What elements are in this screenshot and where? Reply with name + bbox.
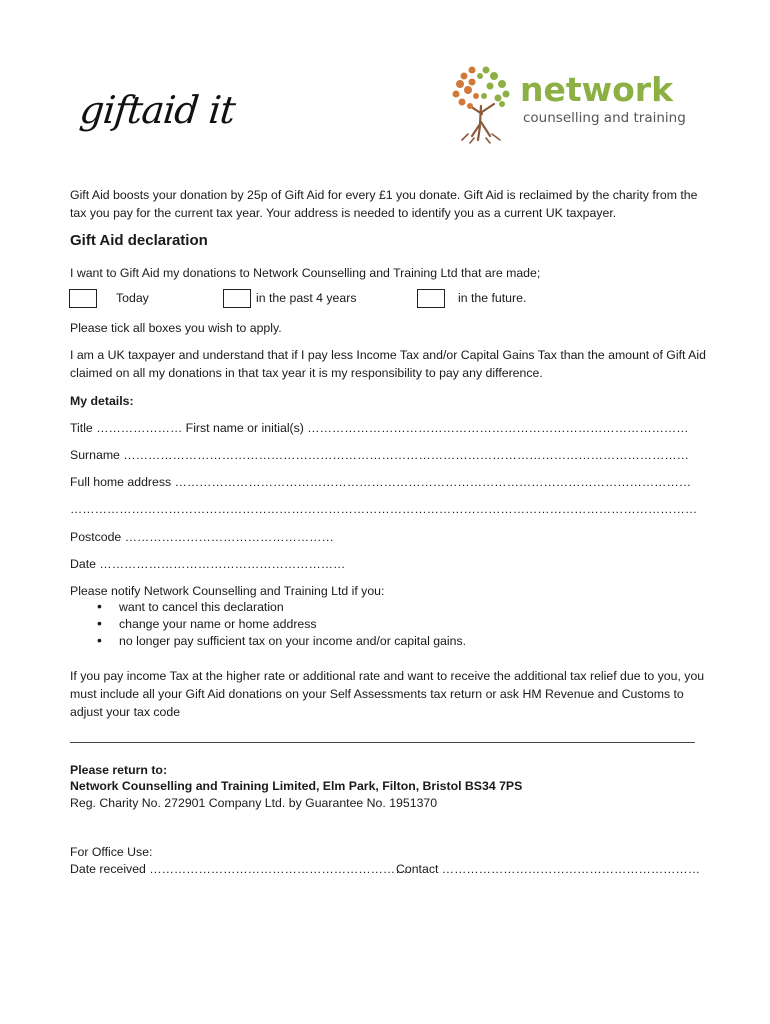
return-address: Network Counselling and Training Limited, Elm Park, Filton, Bristol BS34 7PS bbox=[70, 779, 523, 793]
divider bbox=[70, 742, 695, 743]
title-firstname-field[interactable]: Title ………………… First name or initial(s) ………………………………………………………………………………… bbox=[70, 421, 689, 435]
my-details-heading: My details: bbox=[70, 394, 134, 408]
surname-field[interactable]: Surname ………………………………………………………………………………………………………………………… bbox=[70, 448, 689, 462]
future-label: in the future. bbox=[458, 291, 527, 305]
past-4-years-checkbox[interactable] bbox=[223, 289, 251, 308]
office-use-label: For Office Use: bbox=[70, 845, 153, 859]
notify-intro: Please notify Network Counselling and Training Ltd if you: bbox=[70, 584, 385, 598]
date-received-field[interactable]: Date received ………………………………………………………. bbox=[70, 862, 411, 876]
declaration-statement: I want to Gift Aid my donations to Network Counselling and Training Ltd that are made; bbox=[70, 266, 541, 280]
address-field[interactable]: Full home address ……………………………………………………………………………………………………………… bbox=[70, 475, 692, 489]
list-item: • no longer pay sufficient tax on your income and/or capital gains. bbox=[97, 633, 466, 650]
tick-note: Please tick all boxes you wish to apply. bbox=[70, 321, 282, 335]
taxpayer-statement: I am a UK taxpayer and understand that if I pay less Income Tax and/or Capital Gains Tax than the amount of Gift Aid claimed on all my donations in that tax year it is my responsibility to pay any difference. bbox=[70, 348, 706, 380]
list-item: • want to cancel this declaration bbox=[97, 599, 466, 616]
contact-field[interactable]: Contact ……………………………………………………… bbox=[396, 862, 701, 876]
address-field-line-2[interactable]: ……………………………………………………………………………………………………………………………………… bbox=[70, 502, 698, 516]
charity-registration: Reg. Charity No. 272901 Company Ltd. by Guarantee No. 1951370 bbox=[70, 796, 438, 810]
today-checkbox[interactable] bbox=[69, 289, 97, 308]
date-field[interactable]: Date …………………………………………………… bbox=[70, 557, 346, 571]
giftaid-it-logo: giftaid it bbox=[77, 88, 237, 132]
tree-icon bbox=[450, 62, 516, 144]
intro-text: Gift Aid boosts your donation by 25p of Gift Aid for every £1 you donate. Gift Aid is reclaimed by the charity from the tax you pay for the current tax year. Your address is needed to identify you as a current UK taxpayer. bbox=[70, 188, 698, 220]
higher-rate-text: If you pay income Tax at the higher rate or additional rate and want to receive the additional tax relief due to you, you must include all your Gift Aid donations on your Self Assessments tax return or ask HM Revenue and Customs to adjust your tax code bbox=[70, 669, 705, 719]
notify-list bbox=[97, 599, 466, 650]
list-item: • change your name or home address bbox=[97, 616, 466, 633]
past-4-years-label: in the past 4 years bbox=[256, 291, 357, 305]
network-logo-tagline: counselling and training bbox=[523, 110, 686, 126]
return-label: Please return to: bbox=[70, 763, 168, 777]
today-label: Today bbox=[116, 291, 149, 305]
future-checkbox[interactable] bbox=[417, 289, 445, 308]
network-logo-name: network bbox=[520, 70, 674, 109]
postcode-field[interactable]: Postcode …………………………………………… bbox=[70, 530, 334, 544]
declaration-heading: Gift Aid declaration bbox=[70, 232, 208, 249]
network-logo bbox=[450, 62, 710, 144]
